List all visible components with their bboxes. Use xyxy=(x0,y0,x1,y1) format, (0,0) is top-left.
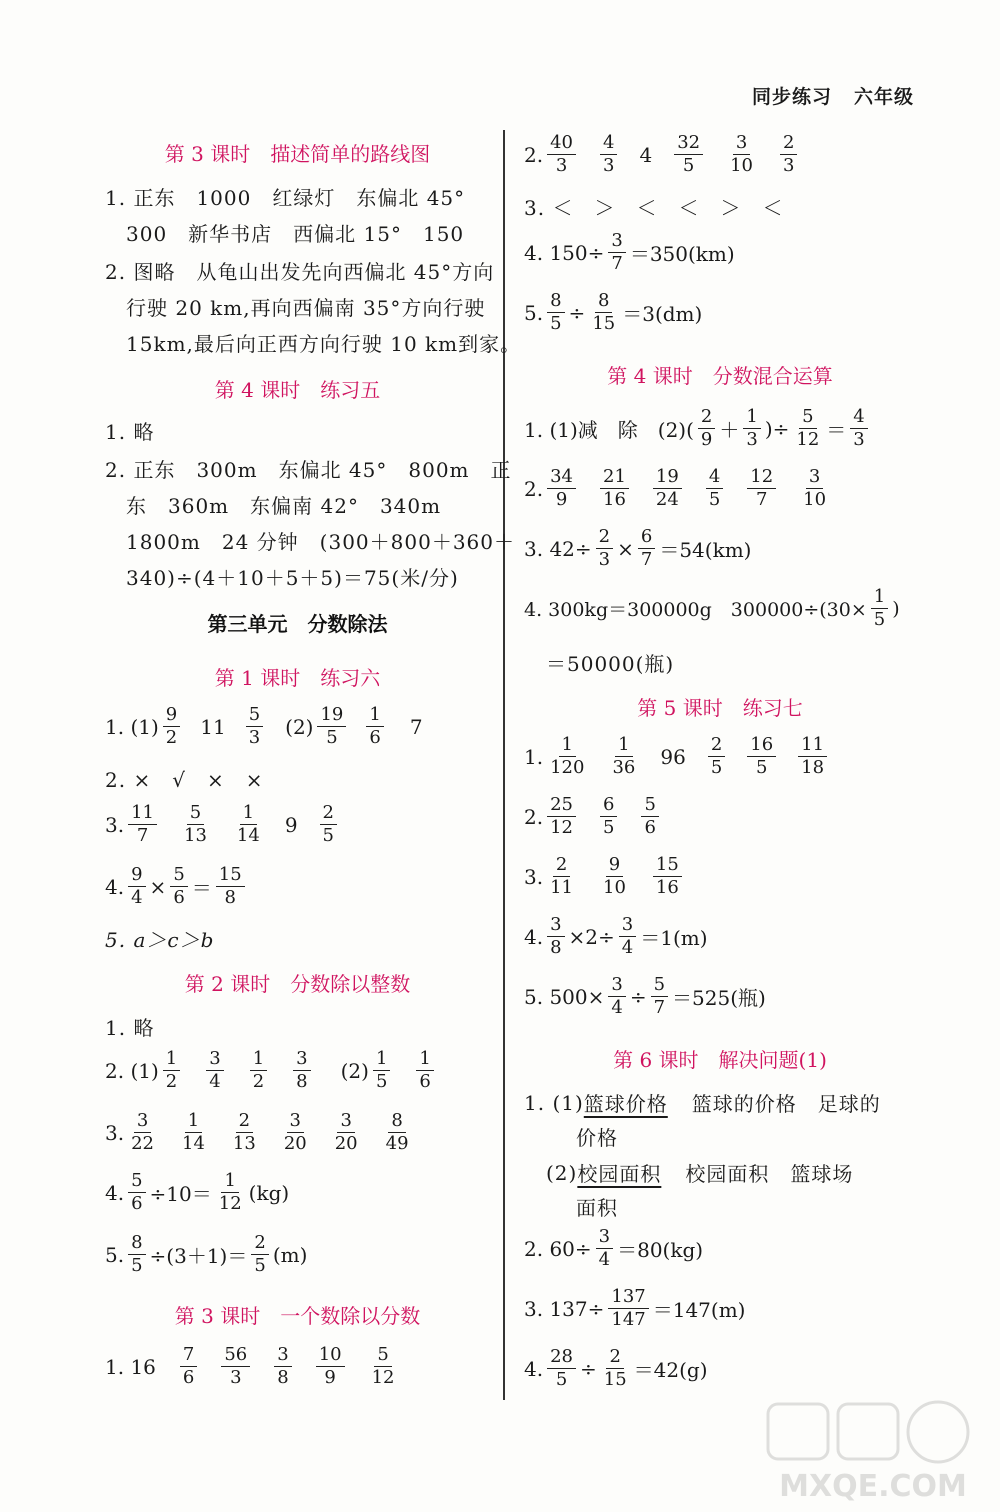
text-line: 价格 xyxy=(576,1126,618,1150)
answer-line: 2. $\frac{40}{3}$ $\frac{4}{3}$ 4 $\frac{32}{5}$ $\frac{3}{10}$ $\frac{2}{3}$ xyxy=(524,132,801,177)
section-heading: 第 6 课时 解决问题(1) xyxy=(613,1048,827,1072)
answer-line: 2. (1) $\frac{1}{2}$ $\frac{3}{4}$ $\frac{1}{2}$ $\frac{3}{8}$ (2) $\frac{1}{5}$ $\frac{1}{6}$ xyxy=(105,1048,438,1093)
answer-line: 2. $\frac{34}{9}$ $\frac{21}{16}$ $\frac{19}{24}$ $\frac{4}{5}$ $\frac{12}{7}$ $\frac{3}{10}$ xyxy=(524,466,827,510)
answer-line: 1. (1) $\frac{9}{2}$ 11 $\frac{5}{3}$ (2) $\frac{19}{5}$ $\frac{1}{6}$ 7 xyxy=(105,704,423,748)
text-line: 5. a＞c＞b xyxy=(105,928,215,952)
running-header xyxy=(752,82,914,109)
book-title: 同步练习 xyxy=(751,86,832,108)
text-line: 行驶 20 km,再向西偏南 35°方向行驶 xyxy=(126,296,486,320)
text-line: 面积 xyxy=(576,1196,618,1220)
text-line: 3. ＜ ＞ ＜ ＜ ＞ ＜ xyxy=(524,196,784,220)
answer-line: 4. $\frac{5}{6}$ ÷10＝ $\frac{1}{12}$ (kg) xyxy=(105,1170,290,1214)
column-divider xyxy=(503,130,505,1400)
section-heading: 第 3 课时 描述简单的路线图 xyxy=(164,142,431,166)
answer-line: 1. (1) 篮球价格 篮球的价格 足球的 xyxy=(524,1090,881,1116)
text-line: 2. 正东 300m 东偏北 45° 800m 正 xyxy=(105,458,512,482)
answer-line: 1. (1)减 除 (2)( $\frac{2}{9}$ ＋ $\frac{1}{3}$ )÷ $\frac{5}{12}$ ＝ $\frac{4}{3}$ xyxy=(524,406,872,451)
section-heading: 第 1 课时 练习六 xyxy=(214,666,381,690)
text-line: 300 新华书店 西偏北 15° 150 xyxy=(126,222,465,246)
answer-line: 4. 150÷ $\frac{3}{7}$ ＝350(km) xyxy=(524,230,735,274)
answer-line: 1. 16 $\frac{7}{6}$ $\frac{56}{3}$ $\frac{3}{8}$ $\frac{10}{9}$ $\frac{5}{12}$ xyxy=(105,1344,395,1388)
answer-line: 5. $\frac{8}{5}$ ÷(3＋1)＝ $\frac{2}{5}$ (m) xyxy=(105,1232,308,1276)
answer-line: 3. $\frac{11}{7}$ $\frac{5}{13}$ $\frac{1}{14}$ 9 $\frac{2}{5}$ xyxy=(105,802,341,847)
answer-line: 3. 42÷ $\frac{2}{3}$ × $\frac{6}{7}$ ＝54(km) xyxy=(524,526,752,570)
text-line: 1. 略 xyxy=(105,420,155,444)
answer-line: 4. $\frac{9}{4}$ × $\frac{5}{6}$ ＝ $\frac{15}{8}$ xyxy=(105,864,249,909)
answer-line: 4. 300kg＝300000g 300000÷(30× $\frac{1}{5}$ ) xyxy=(524,586,900,630)
text-line: 1800m 24 分钟 (300＋800＋360＋ xyxy=(126,530,515,554)
svg-text:MXQE.COM: MXQE.COM xyxy=(779,1469,967,1504)
answer-line: 2. $\frac{25}{12}$ $\frac{6}{5}$ $\frac{5}{6}$ xyxy=(524,794,663,839)
text-line: 2. 图略 从龟山出发先向西偏北 45°方向 xyxy=(105,260,495,284)
answer-line: 3. 137÷ $\frac{137}{147}$ ＝147(m) xyxy=(524,1286,746,1330)
answer-line: 4. $\frac{3}{8}$ ×2÷ $\frac{3}{4}$ ＝1(m) xyxy=(524,914,708,958)
text-line: 2. × √ × × xyxy=(105,768,264,792)
section-heading: 第 5 课时 练习七 xyxy=(637,696,803,720)
section-heading: 第 4 课时 练习五 xyxy=(214,378,381,402)
text-line: 340)÷(4＋10＋5＋5)＝75(米/分) xyxy=(126,566,459,590)
text-line: ＝50000(瓶) xyxy=(546,652,675,676)
answer-line: 3. $\frac{2}{11}$ $\frac{9}{10}$ $\frac{15}{16}$ xyxy=(524,854,686,899)
text-line: 1. 略 xyxy=(105,1016,155,1040)
grade-label: 六年级 xyxy=(853,86,914,108)
answer-line: 5. $\frac{8}{5}$ ÷ $\frac{8}{15}$ ＝3(dm) xyxy=(524,290,703,334)
text-line: 1. 正东 1000 红绿灯 东偏北 45° xyxy=(105,186,466,210)
unit-heading: 第三单元 分数除法 xyxy=(207,612,388,636)
text-line: 15km,最后向正西方向行驶 10 km到家。 xyxy=(126,332,522,356)
answer-line: (2) 校园面积 校园面积 篮球场 xyxy=(546,1160,854,1186)
answer-line: 3. $\frac{3}{22}$ $\frac{1}{14}$ $\frac{2}{13}$ $\frac{3}{20}$ $\frac{3}{20}$ $\frac{8}{49}$ xyxy=(105,1110,409,1154)
answer-line: 5. 500× $\frac{3}{4}$ ÷ $\frac{5}{7}$ ＝525(瓶) xyxy=(524,974,766,1018)
answer-line: 2. 60÷ $\frac{3}{4}$ ＝80(kg) xyxy=(524,1226,704,1270)
answer-line: 4. $\frac{28}{5}$ ÷ $\frac{2}{15}$ ＝42(g) xyxy=(524,1346,708,1390)
answer-line: 1. $\frac{1}{120}$ $\frac{1}{36}$ 96 $\frac{2}{5}$ $\frac{16}{5}$ $\frac{11}{18}$ xyxy=(524,734,831,779)
section-heading: 第 3 课时 一个数除以分数 xyxy=(174,1304,421,1328)
text-line: 东 360m 东偏南 42° 340m xyxy=(126,494,442,518)
section-heading: 第 4 课时 分数混合运算 xyxy=(607,364,833,388)
section-heading: 第 2 课时 分数除以整数 xyxy=(184,972,411,996)
watermark-logo xyxy=(758,1396,988,1506)
